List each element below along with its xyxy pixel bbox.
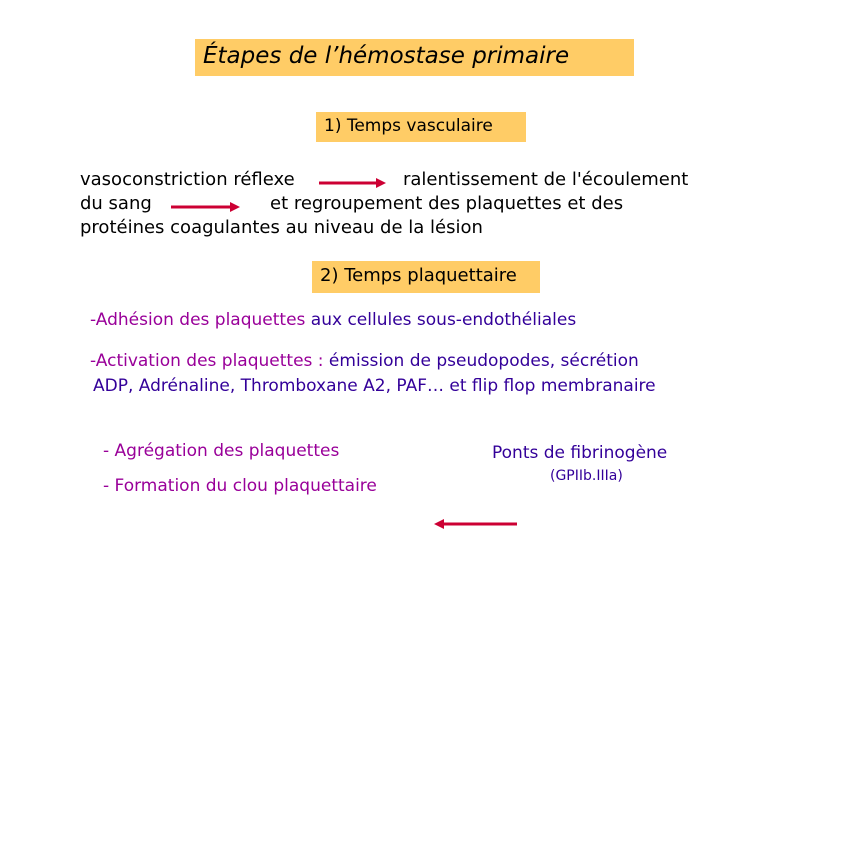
arrow-right-icon — [170, 200, 242, 214]
page-title: Étapes de l’hémostase primaire — [203, 43, 570, 69]
section1-heading: 1) Temps vasculaire — [324, 116, 493, 136]
section2-heading: 2) Temps plaquettaire — [320, 265, 517, 286]
adhesion-detail: aux cellules sous-endothéliales — [305, 310, 577, 330]
receptor-label: (GPIIb.IIIa) — [550, 468, 623, 484]
section1-line1-start: vasoconstriction réflexe — [80, 169, 295, 190]
section1-line3: protéines coagulantes au niveau de la lésion — [80, 217, 483, 238]
section1-line2-end: et regroupement des plaquettes et des — [270, 193, 624, 214]
activation-detail: émission de pseudopodes, sécrétion — [323, 351, 639, 371]
activation-line2: ADP, Adrénaline, Thromboxane A2, PAF… et flip flop membranaire — [93, 376, 656, 396]
aggregation-item: - Agrégation des plaquettes — [103, 441, 340, 461]
section1-line2-start: du sang — [80, 193, 152, 214]
arrow-left-icon — [432, 517, 518, 531]
activation-line — [90, 351, 639, 371]
activation-label: -Activation des plaquettes : — [90, 351, 324, 371]
adhesion-line — [90, 310, 576, 330]
section1-line1-end: ralentissement de l'écoulement — [403, 169, 689, 190]
arrow-right-icon — [318, 176, 388, 190]
fibrinogen-bridges-label: Ponts de fibrinogène — [492, 443, 668, 463]
adhesion-label: -Adhésion des plaquettes — [90, 310, 306, 330]
formation-item: - Formation du clou plaquettaire — [103, 476, 377, 496]
